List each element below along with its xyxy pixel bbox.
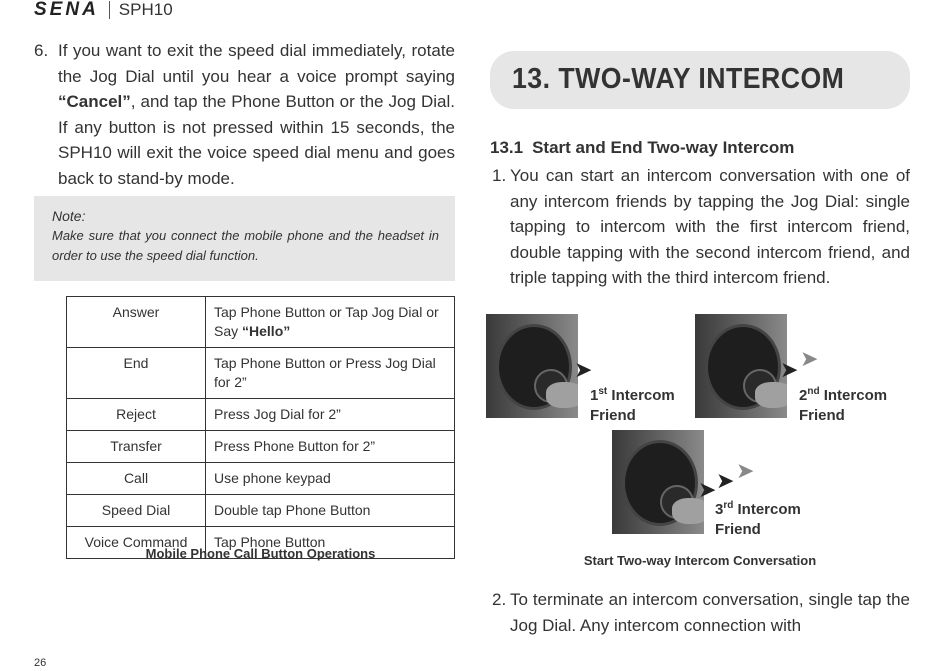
- operation-text: Use phone keypad: [214, 470, 331, 486]
- operation-text: Tap Phone Button or Tap Jog Dial or Say: [214, 304, 439, 339]
- action-cell: Reject: [67, 399, 206, 431]
- step-text: [58, 38, 455, 191]
- note-title: Note:: [52, 208, 86, 224]
- step-1: [492, 163, 910, 291]
- operation-text: Press Phone Button for 2”: [214, 438, 376, 454]
- label: Intercom: [733, 501, 801, 518]
- brand-logo: SENA: [34, 0, 99, 20]
- intercom-friend-label-3: [715, 496, 801, 540]
- action-cell: Speed Dial: [67, 495, 206, 527]
- label-friend: Friend: [715, 521, 761, 538]
- ordinal-suffix: nd: [807, 386, 820, 397]
- ordinal-suffix: st: [598, 386, 608, 397]
- step-text-part: , and tap the Phone Button or the Jog Dial. If any button is not pressed within 15 seconds, the SPH10 will exit the voice speed dial menu and goes back to stand-by mode.: [58, 92, 455, 188]
- image-caption: Start Two-way Intercom Conversation: [583, 553, 817, 568]
- headset-photo-2: [695, 314, 787, 418]
- chapter-title: 13. TWO-WAY INTERCOM: [512, 63, 845, 95]
- action-cell: Voice Command: [67, 527, 206, 559]
- step-text-part: If you want to exit the speed dial immediately, rotate the Jog Dial until you hear a voice prompt saying: [58, 41, 455, 86]
- finger: [755, 382, 787, 408]
- operation-cell: [206, 348, 455, 399]
- action-cell: Transfer: [67, 431, 206, 463]
- operation-text: Tap Phone Button: [214, 534, 326, 550]
- operation-cell: [206, 431, 455, 463]
- step-number: 2.: [492, 590, 507, 609]
- action-cell: Call: [67, 463, 206, 495]
- headset-photo-1: [486, 314, 578, 418]
- table-row: [67, 495, 455, 527]
- step-number: 1.: [492, 166, 507, 185]
- label: Intercom: [607, 387, 675, 404]
- chapter-banner: [490, 51, 910, 109]
- section-heading: [490, 138, 794, 158]
- operation-text: Tap Phone Button or Press Jog Dial for 2”: [214, 355, 436, 390]
- table-row: [67, 431, 455, 463]
- headset-photo-3: [612, 430, 704, 534]
- call-operations-table: [66, 296, 455, 559]
- tap-arrow-icon: ➤: [800, 346, 819, 371]
- intercom-friend-label-2: [799, 382, 887, 426]
- ordinal: 3: [715, 501, 724, 518]
- ordinal: 1: [590, 387, 599, 404]
- tap-arrow-icon: ➤: [736, 458, 755, 483]
- tap-arrow-icon: ➤: [780, 357, 799, 382]
- step-text: To terminate an intercom conversation, single tap the Jog Dial. Any intercom connection with: [510, 590, 910, 635]
- operation-cell: [206, 495, 455, 527]
- table-row: [67, 297, 455, 348]
- ordinal: 2: [799, 387, 808, 404]
- section-number: 13.1: [490, 138, 524, 157]
- page-header: [34, 0, 173, 20]
- intercom-friend-label-1: [590, 382, 675, 426]
- finger: [546, 382, 578, 408]
- table-caption: Mobile Phone Call Button Operations: [145, 546, 376, 561]
- header-divider: [109, 1, 110, 19]
- tap-arrow-icon: ➤: [698, 477, 717, 502]
- action-cell: Answer: [67, 297, 206, 348]
- operation-text: Double tap Phone Button: [214, 502, 371, 518]
- table-row: [67, 348, 455, 399]
- operation-text: Press Jog Dial for 2”: [214, 406, 341, 422]
- cancel-quote: “Cancel”: [58, 92, 131, 111]
- step-number: 6.: [34, 41, 49, 60]
- tap-arrow-icon: ➤: [574, 357, 593, 382]
- step-6: [34, 38, 455, 191]
- page-number: 26: [34, 657, 47, 669]
- label-friend: Friend: [590, 407, 636, 424]
- label: Intercom: [819, 387, 888, 404]
- note-body: Make sure that you connect the mobile phone and the headset in order to use the speed dial function.: [52, 228, 439, 263]
- tap-arrow-icon: ➤: [716, 468, 735, 493]
- step-2: [492, 587, 910, 638]
- operation-bold-text: “Hello”: [242, 323, 291, 339]
- model-name: SPH10: [118, 0, 173, 19]
- note-box: [34, 196, 455, 281]
- operation-cell: [206, 399, 455, 431]
- ordinal-suffix: rd: [723, 500, 734, 511]
- section-title: Start and End Two-way Intercom: [532, 138, 795, 157]
- operation-cell: [206, 463, 455, 495]
- step-text: You can start an intercom conversation with one of any intercom friends by tapping the Jog Dial: single tapping to intercom with the first intercom friend, double tapping with the second intercom friend, and triple tapping with the third intercom friend.: [510, 166, 910, 287]
- action-cell: End: [67, 348, 206, 399]
- table-row: [67, 463, 455, 495]
- label-friend: Friend: [799, 407, 845, 424]
- table-row: [67, 399, 455, 431]
- operation-cell: [206, 297, 455, 348]
- table-body: [67, 297, 455, 559]
